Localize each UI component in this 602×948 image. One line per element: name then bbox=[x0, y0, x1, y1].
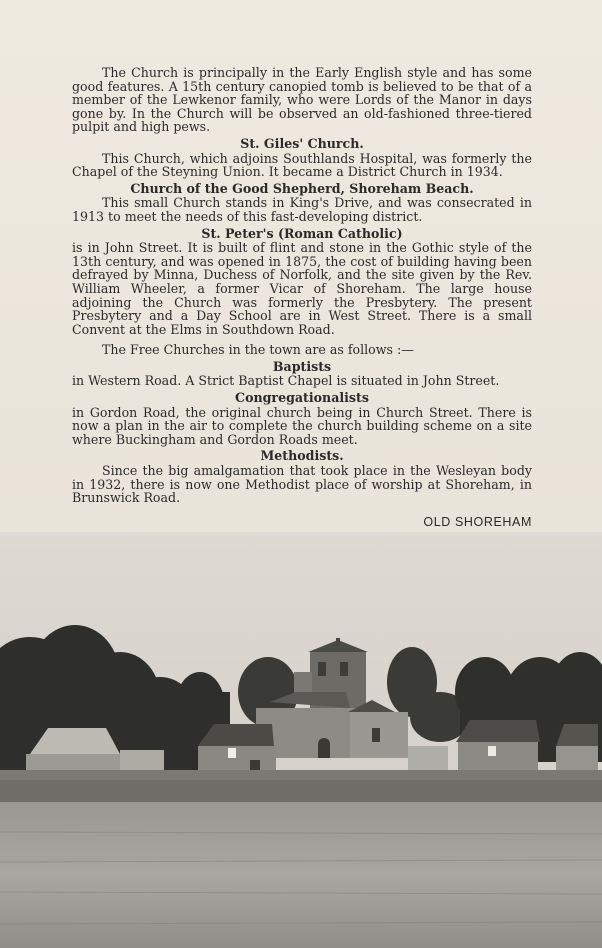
river-water bbox=[0, 802, 602, 948]
section-paragraph: This small Church stands in King's Drive, and was consecrated in 1913 to meet the needs of this fast-developing district. bbox=[72, 195, 532, 224]
section-heading: St. Peter's (Roman Catholic) bbox=[201, 225, 403, 241]
section-heading: St. Giles' Church. bbox=[240, 135, 364, 151]
free-churches-intro: The Free Churches in the town are as follows :— bbox=[102, 342, 414, 358]
free-church-paragraph: in Gordon Road, the original church being in Church Street. There is now a plan in the air to complete the church building scheme on a site where Buckingham and Gordon Roads meet. bbox=[72, 404, 532, 447]
free-church-heading: Congregationalists bbox=[235, 390, 369, 406]
photo-title: OLD SHOREHAM bbox=[423, 514, 532, 529]
old-shoreham-photo bbox=[0, 532, 602, 948]
shore bbox=[0, 780, 602, 802]
photo-illustration bbox=[0, 532, 602, 948]
text-column bbox=[72, 66, 532, 546]
house-left bbox=[198, 724, 276, 774]
free-church-heading: Methodists. bbox=[260, 448, 344, 464]
free-church-heading: Baptists bbox=[272, 358, 332, 374]
free-church-paragraph: in Western Road. A Strict Baptist Chapel is situated in John Street. bbox=[72, 373, 500, 389]
intro-paragraph: The Church is principally in the Early English style and has some good features. A 15th century canopied tomb is believed to be that of a member of the Lewkenor family, who were Lords of the Manor in days gone by. In the Church will be observed an old-fashioned three-tiered pulpit and high pews. bbox=[72, 65, 532, 135]
free-church-paragraph: Since the big amalgamation that took place in the Wesleyan body in 1932, there is now one Methodist place of worship at Shoreham, in Brunswick Road. bbox=[72, 463, 532, 506]
section-heading: Church of the Good Shepherd, Shoreham Beach. bbox=[130, 180, 474, 196]
section-paragraph: is in John Street. It is built of flint and stone in the Gothic style of the 13th century, and was opened in 1875, the cost of building having been defrayed by Minna, Duchess of Norfolk, and the site given by the Rev. William Wheeler, a former Vicar of Shoreham. The large house adjoining the Church was formerly the Presbytery. The present Presbytery and a Day School are in West Street. There is a small Convent at the Elms in Southdown Road. bbox=[72, 240, 532, 337]
section-paragraph: This Church, which adjoins Southlands Hospital, was formerly the Chapel of the Steyning Union. It became a District Church in 1934. bbox=[72, 150, 532, 180]
embankment bbox=[0, 770, 602, 780]
